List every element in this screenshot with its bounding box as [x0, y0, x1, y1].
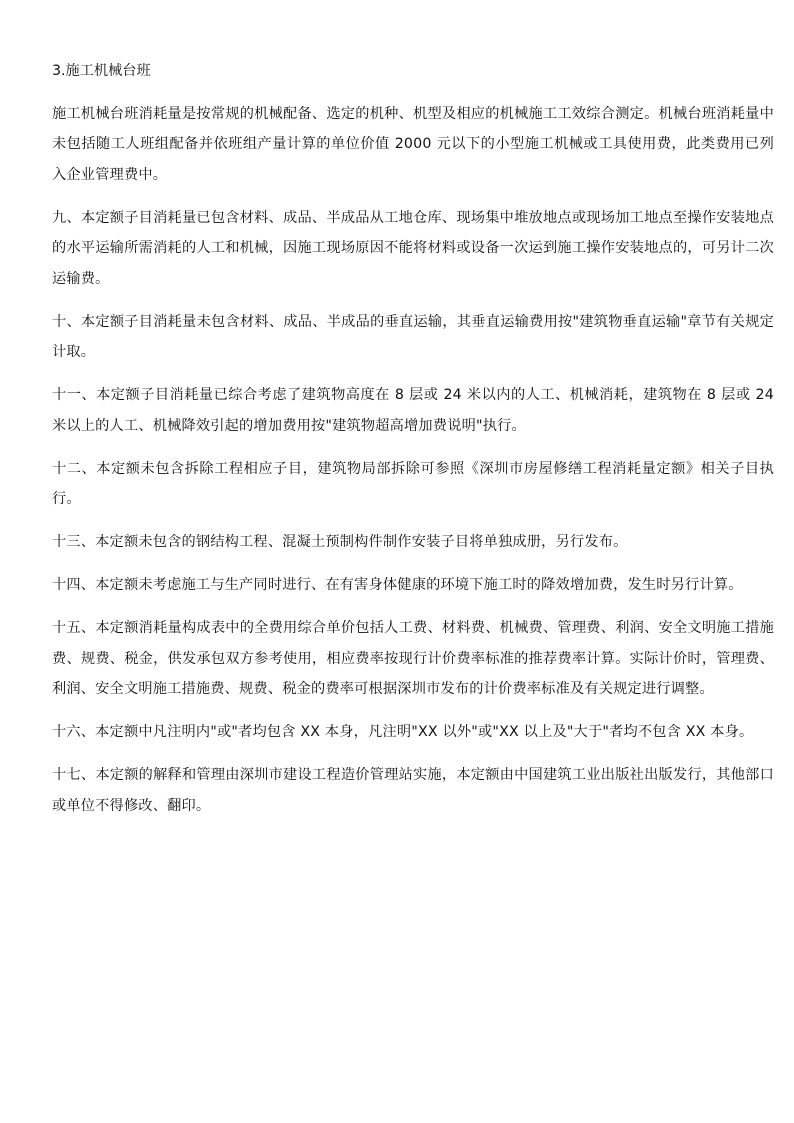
paragraph-item-10: 十、本定额子目消耗量未包含材料、成品、半成品的垂直运输，其垂直运输费用按"建筑物垂直运输"章节有关规定计取。: [52, 313, 774, 360]
paragraph-machinery-shift: 施工机械台班消耗量是按常规的机械配备、选定的机种、机型及相应的机械施工工效综合测定。机械台班消耗量中未包括随工人班组配备并依班组产量计算的单位价值 2000 元以下的小型施工机械或工具使用费，此类费用已列入企业管理费中。: [52, 105, 774, 183]
section-heading: 3.施工机械台班: [52, 63, 151, 79]
paragraph-item-12: 十二、本定额未包含拆除工程相应子目，建筑物局部拆除可参照《深圳市房屋修缮工程消耗量定额》相关子目执行。: [52, 460, 774, 507]
document-page: [52, 56, 774, 834]
paragraph-item-15: 十五、本定额消耗量构成表中的全费用综合单价包括人工费、材料费、机械费、管理费、利润、安全文明施工措施费、规费、税金，供发承包双方参考使用，相应费率按现行计价费率标准的推荐费率计算。实际计价时，管理费、利润、安全文明施工措施费、规费、税金的费率可根据深圳市发布的计价费率标准及有关规定进行调整。: [52, 620, 774, 697]
paragraph-item-9: 九、本定额子目消耗量已包含材料、成品、半成品从工地仓库、现场集中堆放地点或现场加工地点至操作安装地点的水平运输所需消耗的人工和机械，因施工现场原因不能将材料或设备一次运到施工操作安装地点的，可另计二次运输费。: [52, 209, 774, 287]
paragraph-item-16: 十六、本定额中凡注明内"或"者均包含 XX 本身，凡注明"XX 以外"或"XX 以上及"大于"者均不包含 XX 本身。: [52, 724, 754, 740]
paragraph-item-11: 十一、本定额子目消耗量已综合考虑了建筑物高度在 8 层或 24 米以内的人工、机械消耗，建筑物在 8 层或 24 米以上的人工、机械降效引起的增加费用按"建筑物超高增加费说明"执行。: [52, 387, 774, 434]
paragraph-item-17: 十七、本定额的解释和管理由深圳市建设工程造价管理站实施，本定额由中国建筑工业出版社出版发行，其他部口或单位不得修改、翻印。: [52, 767, 774, 814]
paragraph-item-14: 十四、本定额未考虑施工与生产同时进行、在有害身体健康的环境下施工时的降效增加费，发生时另行计算。: [52, 577, 743, 593]
paragraph-item-13: 十三、本定额未包含的钢结构工程、混凝土预制构件制作安装子目将单独成册，另行发布。: [52, 534, 628, 550]
